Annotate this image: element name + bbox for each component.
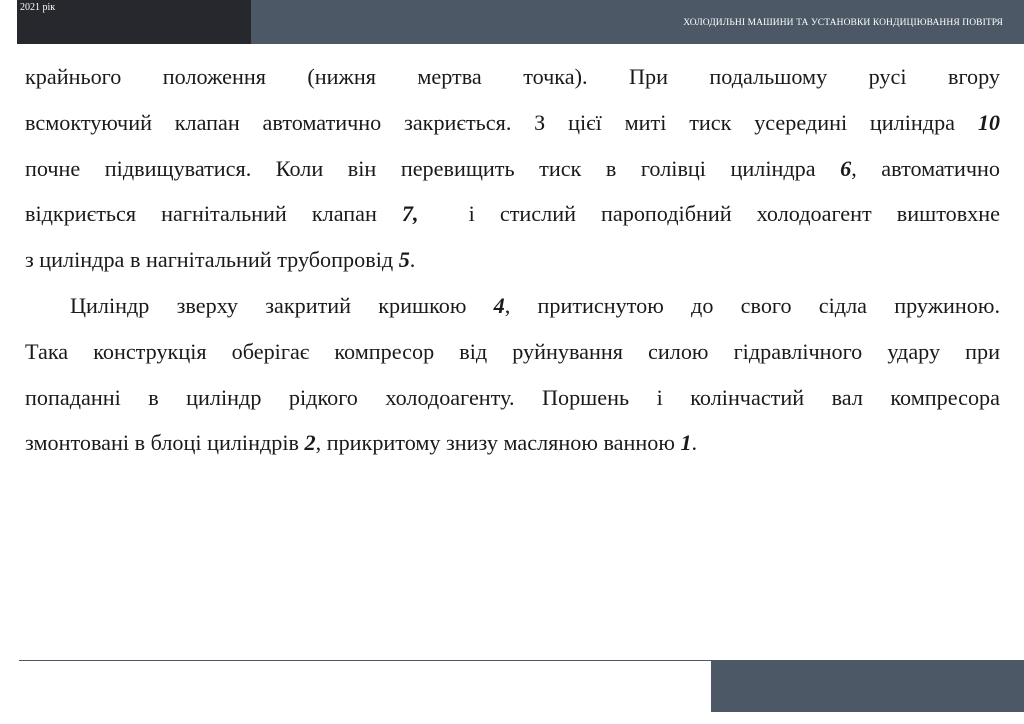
text-run: відкриється нагнітальний клапан (25, 201, 402, 227)
figure-ref-number: 2 (304, 430, 316, 456)
text-run: , автоматично (851, 155, 1000, 181)
text-line (25, 237, 1000, 283)
text-run: Така конструкція оберігає компресор від руйнування силою гідравлічного удару при (25, 338, 1000, 364)
text-run: почне підвищуватися. Коли він перевищить тиск в голівці циліндра (25, 155, 841, 181)
text-line (25, 329, 1000, 375)
figure-ref-number: 1 (680, 430, 692, 456)
footer-divider (19, 660, 711, 661)
text-line (25, 420, 1000, 466)
text-run: , прикритому знизу масляною ванною (315, 430, 681, 456)
text-run: крайнього положення (нижня мертва точка). При подальшому русі вгору (25, 64, 1000, 89)
text-run: . (691, 430, 698, 456)
figure-ref-number: 10 (977, 109, 1000, 135)
header-year-block (17, 0, 251, 44)
header-title-block (251, 0, 1024, 44)
header-year: 2021 рік (20, 2, 56, 13)
text-line (25, 283, 1000, 329)
text-run: і стислий пароподібний холодоагент виштовхне (418, 201, 1000, 227)
text-run: всмоктуючий клапан автоматично закриється. З цієї миті тиск усередині циліндра (25, 109, 978, 135)
figure-ref-number: 5 (398, 247, 410, 273)
figure-ref-number: 6 (840, 155, 852, 181)
text-line (25, 375, 1000, 421)
text-run: Циліндр зверху закритий кришкою (70, 292, 494, 318)
figure-ref-number: 7, (401, 201, 419, 227)
text-line (25, 191, 1000, 237)
text-run: . (409, 247, 416, 273)
text-run: з циліндра в нагнітальний трубопровід (25, 247, 399, 273)
figure-ref-number: 4 (493, 292, 505, 318)
text-run: попаданні в циліндр рідкого холодоагенту. Поршень і колінчастий вал компресора (25, 384, 1000, 410)
paragraph-2 (25, 283, 1000, 466)
text-run: змонтовані в блоці циліндрів (25, 430, 305, 456)
document-body (25, 54, 1000, 466)
text-run: , притиснутою до свого сідла пружиною. (504, 292, 1001, 318)
text-line (25, 146, 1000, 192)
header-title: ХОЛОДИЛЬНІ МАШИНИ ТА УСТАНОВКИ КОНДИЦІЮВАННЯ ПОВІТРЯ (683, 18, 1003, 28)
text-line (25, 54, 1000, 100)
paragraph-1 (25, 54, 1000, 283)
footer-block (711, 660, 1024, 712)
text-line (25, 100, 1000, 146)
